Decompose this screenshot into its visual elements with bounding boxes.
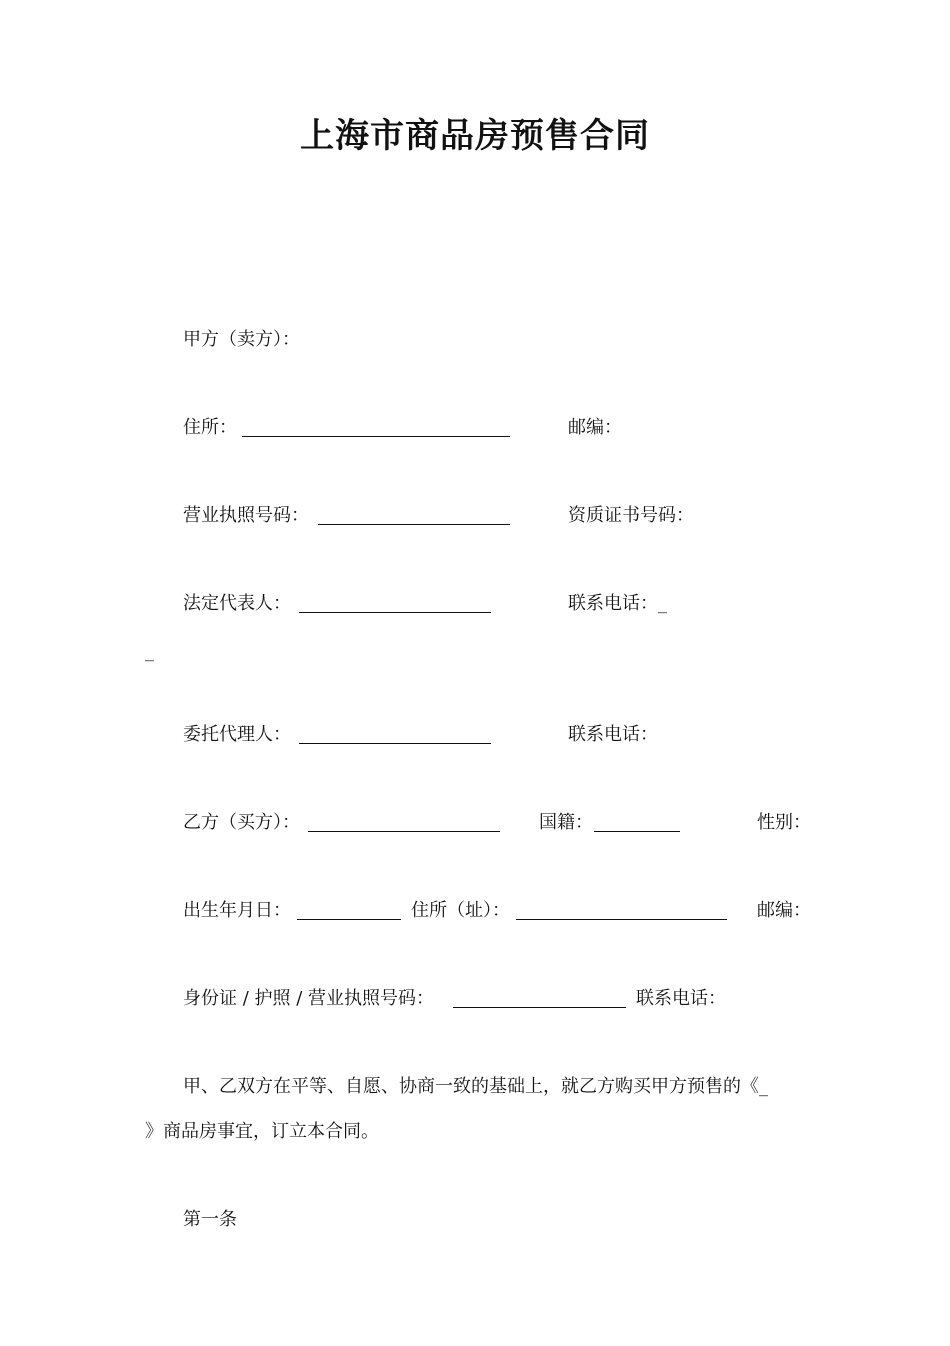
party-a-phone-continuation: _ bbox=[145, 641, 154, 662]
party-a-legal-rep-field[interactable] bbox=[299, 612, 491, 613]
preamble-line-2: 》商品房事宜，订立本合同。 bbox=[145, 1121, 379, 1142]
party-b-id-field[interactable] bbox=[453, 1007, 626, 1008]
party-a-license-field[interactable] bbox=[318, 524, 510, 525]
party-b-nationality-field[interactable] bbox=[594, 831, 680, 832]
party-a-address-field[interactable] bbox=[242, 436, 510, 437]
party-a-agent-field[interactable] bbox=[299, 743, 491, 744]
party-a-agent-label: 委托代理人： bbox=[183, 724, 291, 745]
party-b-address-label: 住所（址）： bbox=[411, 900, 510, 921]
party-a-header: 甲方（卖方）： bbox=[183, 329, 300, 350]
party-b-address-field[interactable] bbox=[516, 919, 727, 920]
document-title: 上海市商品房预售合同 bbox=[300, 116, 650, 156]
party-b-header: 乙方（买方）： bbox=[183, 812, 300, 833]
party-b-birthdate-label: 出生年月日： bbox=[183, 900, 291, 921]
party-b-gender-label: 性别： bbox=[757, 812, 811, 833]
party-a-legal-rep-label: 法定代表人： bbox=[183, 593, 291, 614]
party-b-name-field[interactable] bbox=[308, 831, 500, 832]
party-b-id-label: 身份证 / 护照 / 营业执照号码： bbox=[183, 988, 435, 1009]
party-b-postcode-label: 邮编： bbox=[757, 900, 811, 921]
party-b-birthdate-field[interactable] bbox=[297, 919, 401, 920]
preamble-line-1: 甲、乙双方在平等、自愿、协商一致的基础上，就乙方购买甲方预售的《_ bbox=[183, 1076, 768, 1097]
party-a-agent-phone-label: 联系电话： bbox=[568, 724, 658, 745]
article-1-heading: 第一条 bbox=[183, 1209, 237, 1230]
party-b-phone-label: 联系电话： bbox=[636, 988, 726, 1009]
party-a-qualification-label: 资质证书号码： bbox=[568, 505, 694, 526]
party-a-address-label: 住所： bbox=[183, 417, 237, 438]
party-a-postcode-label: 邮编： bbox=[568, 417, 622, 438]
party-a-phone-label: 联系电话：_ bbox=[568, 593, 667, 614]
party-a-license-label: 营业执照号码： bbox=[183, 505, 309, 526]
party-b-nationality-label: 国籍： bbox=[539, 812, 593, 833]
